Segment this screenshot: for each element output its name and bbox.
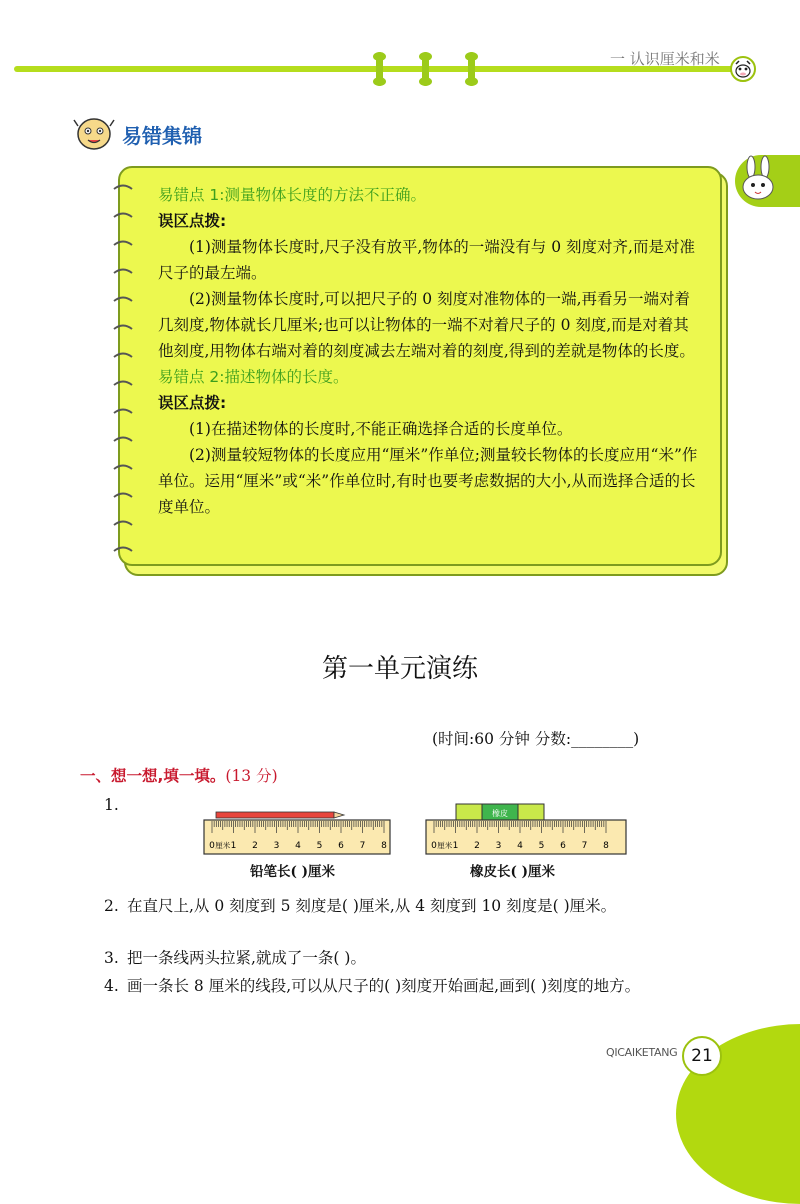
side-tab-decoration [735,155,800,207]
page-number: 21 [682,1036,722,1076]
ruler-tick-label: 5 [538,841,545,851]
spiral-ring-icon [112,464,134,474]
ruler-tick-label: 1 [230,841,237,851]
question-2-number: 2. [104,897,119,915]
spiral-ring-icon [112,380,134,390]
eraser-caption: 橡皮长( )厘米 [470,864,555,880]
cow-face-icon [730,56,756,82]
ruler-tick-label: 2 [474,841,480,851]
ruler-tick-label: 7 [581,841,588,851]
unit-title: 第一单元演练 [321,654,478,684]
pencil-tip-icon [334,812,344,818]
ruler-tick-label: 6 [560,841,566,851]
rabbit-icon [735,155,783,207]
question-3-number: 3. [104,949,119,967]
pencil-caption: 铅笔长( )厘米 [250,864,335,880]
spiral-ring-icon [112,268,134,278]
ruler-unit-label: 厘米 [215,841,231,850]
part-1-label: 一、想一想,填一填。 [80,767,226,785]
hint-label: 误区点拨: [158,394,227,412]
ruler-tick-label: 0 [431,841,437,851]
section-title: 一 认识厘米和米 [610,50,720,68]
part-1-heading [80,764,278,786]
ruler-tick-label: 4 [517,841,523,851]
ruler-tick-label: 4 [295,841,301,851]
ruler-tick-label: 6 [338,841,344,851]
ruler-tick-label: 1 [452,841,459,851]
spiral-ring-icon [112,546,134,556]
spiral-ring-icon [112,492,134,502]
ruler-unit-label: 厘米 [437,841,453,850]
mistakes-content [158,182,698,520]
mistake-point-2-title: 易错点 2:描述物体的长度。 [158,368,349,386]
ruler-tick-label: 8 [603,841,609,851]
pencil-ruler-figure [202,810,394,856]
spiral-ring-icon [112,212,134,222]
ruler-tick-label: 2 [252,841,258,851]
part-1-points: (13 分) [225,767,278,785]
section-heading: 易错集锦 [122,124,202,148]
mistake-point-1-para-1: (1)测量物体长度时,尺子没有放平,物体的一端没有与 0 刻度对齐,而是对准尺子的最左端。 [158,238,695,282]
ruler-tick-label: 3 [495,841,502,851]
question-4-number: 4. [104,977,119,995]
spiral-ring-icon [112,240,134,250]
mistake-point-1-para-2: (2)测量物体长度时,可以把尺子的 0 刻度对准物体的一端,再看另一端对着几刻度,物体就长几厘米;也可以让物体的一端不对着尺子的 0 刻度,而是对着其他刻度,用物体右端对着的刻度减去左端对着的刻度,得到的差就是物体的长度。 [158,290,695,360]
mistake-point-2-para-2: (2)测量较短物体的长度应用“厘米”作单位;测量较长物体的长度应用“米”作单位。运用“厘米”或“米”作单位时,有时也要考虑数据的大小,从而选择合适的长度单位。 [158,446,698,516]
ruler-tick-label: 7 [359,841,366,851]
pencil-icon [216,812,334,818]
cartoon-character-icon [72,116,116,152]
spiral-ring-icon [112,184,134,194]
question-3-text: 把一条线两头拉紧,就成了一条( )。 [127,949,366,967]
question-1-number: 1. [104,796,119,814]
hint-label: 误区点拨: [158,212,227,230]
eraser-ruler-figure [424,802,630,856]
question-4-text: 画一条长 8 厘米的线段,可以从尺子的( )刻度开始画起,画到( )刻度的地方。 [127,977,641,995]
spiral-ring-icon [112,324,134,334]
spiral-ring-icon [112,436,134,446]
brand-label: QICAIKETANG [606,1046,678,1059]
mistake-point-2-para-1: (1)在描述物体的长度时,不能正确选择合适的长度单位。 [189,420,573,438]
time-score-line: (时间:60 分钟 分数:________) [432,730,640,748]
binder-clip-decoration [422,52,429,86]
ruler-tick-label: 0 [209,841,215,851]
spiral-ring-icon [112,352,134,362]
ruler-tick-label: 5 [316,841,323,851]
question-2-text: 在直尺上,从 0 刻度到 5 刻度是( )厘米,从 4 刻度到 10 刻度是( )厘米。 [127,897,617,915]
ruler-tick-label: 8 [381,841,387,851]
ruler-tick-label: 3 [273,841,280,851]
eraser-label: 橡皮 [492,809,508,818]
binder-clip-decoration [468,52,475,86]
binder-clip-decoration [376,52,383,86]
mistake-point-1-title: 易错点 1:测量物体长度的方法不正确。 [158,186,427,204]
spiral-ring-icon [112,520,134,530]
spiral-ring-icon [112,408,134,418]
spiral-ring-icon [112,296,134,306]
